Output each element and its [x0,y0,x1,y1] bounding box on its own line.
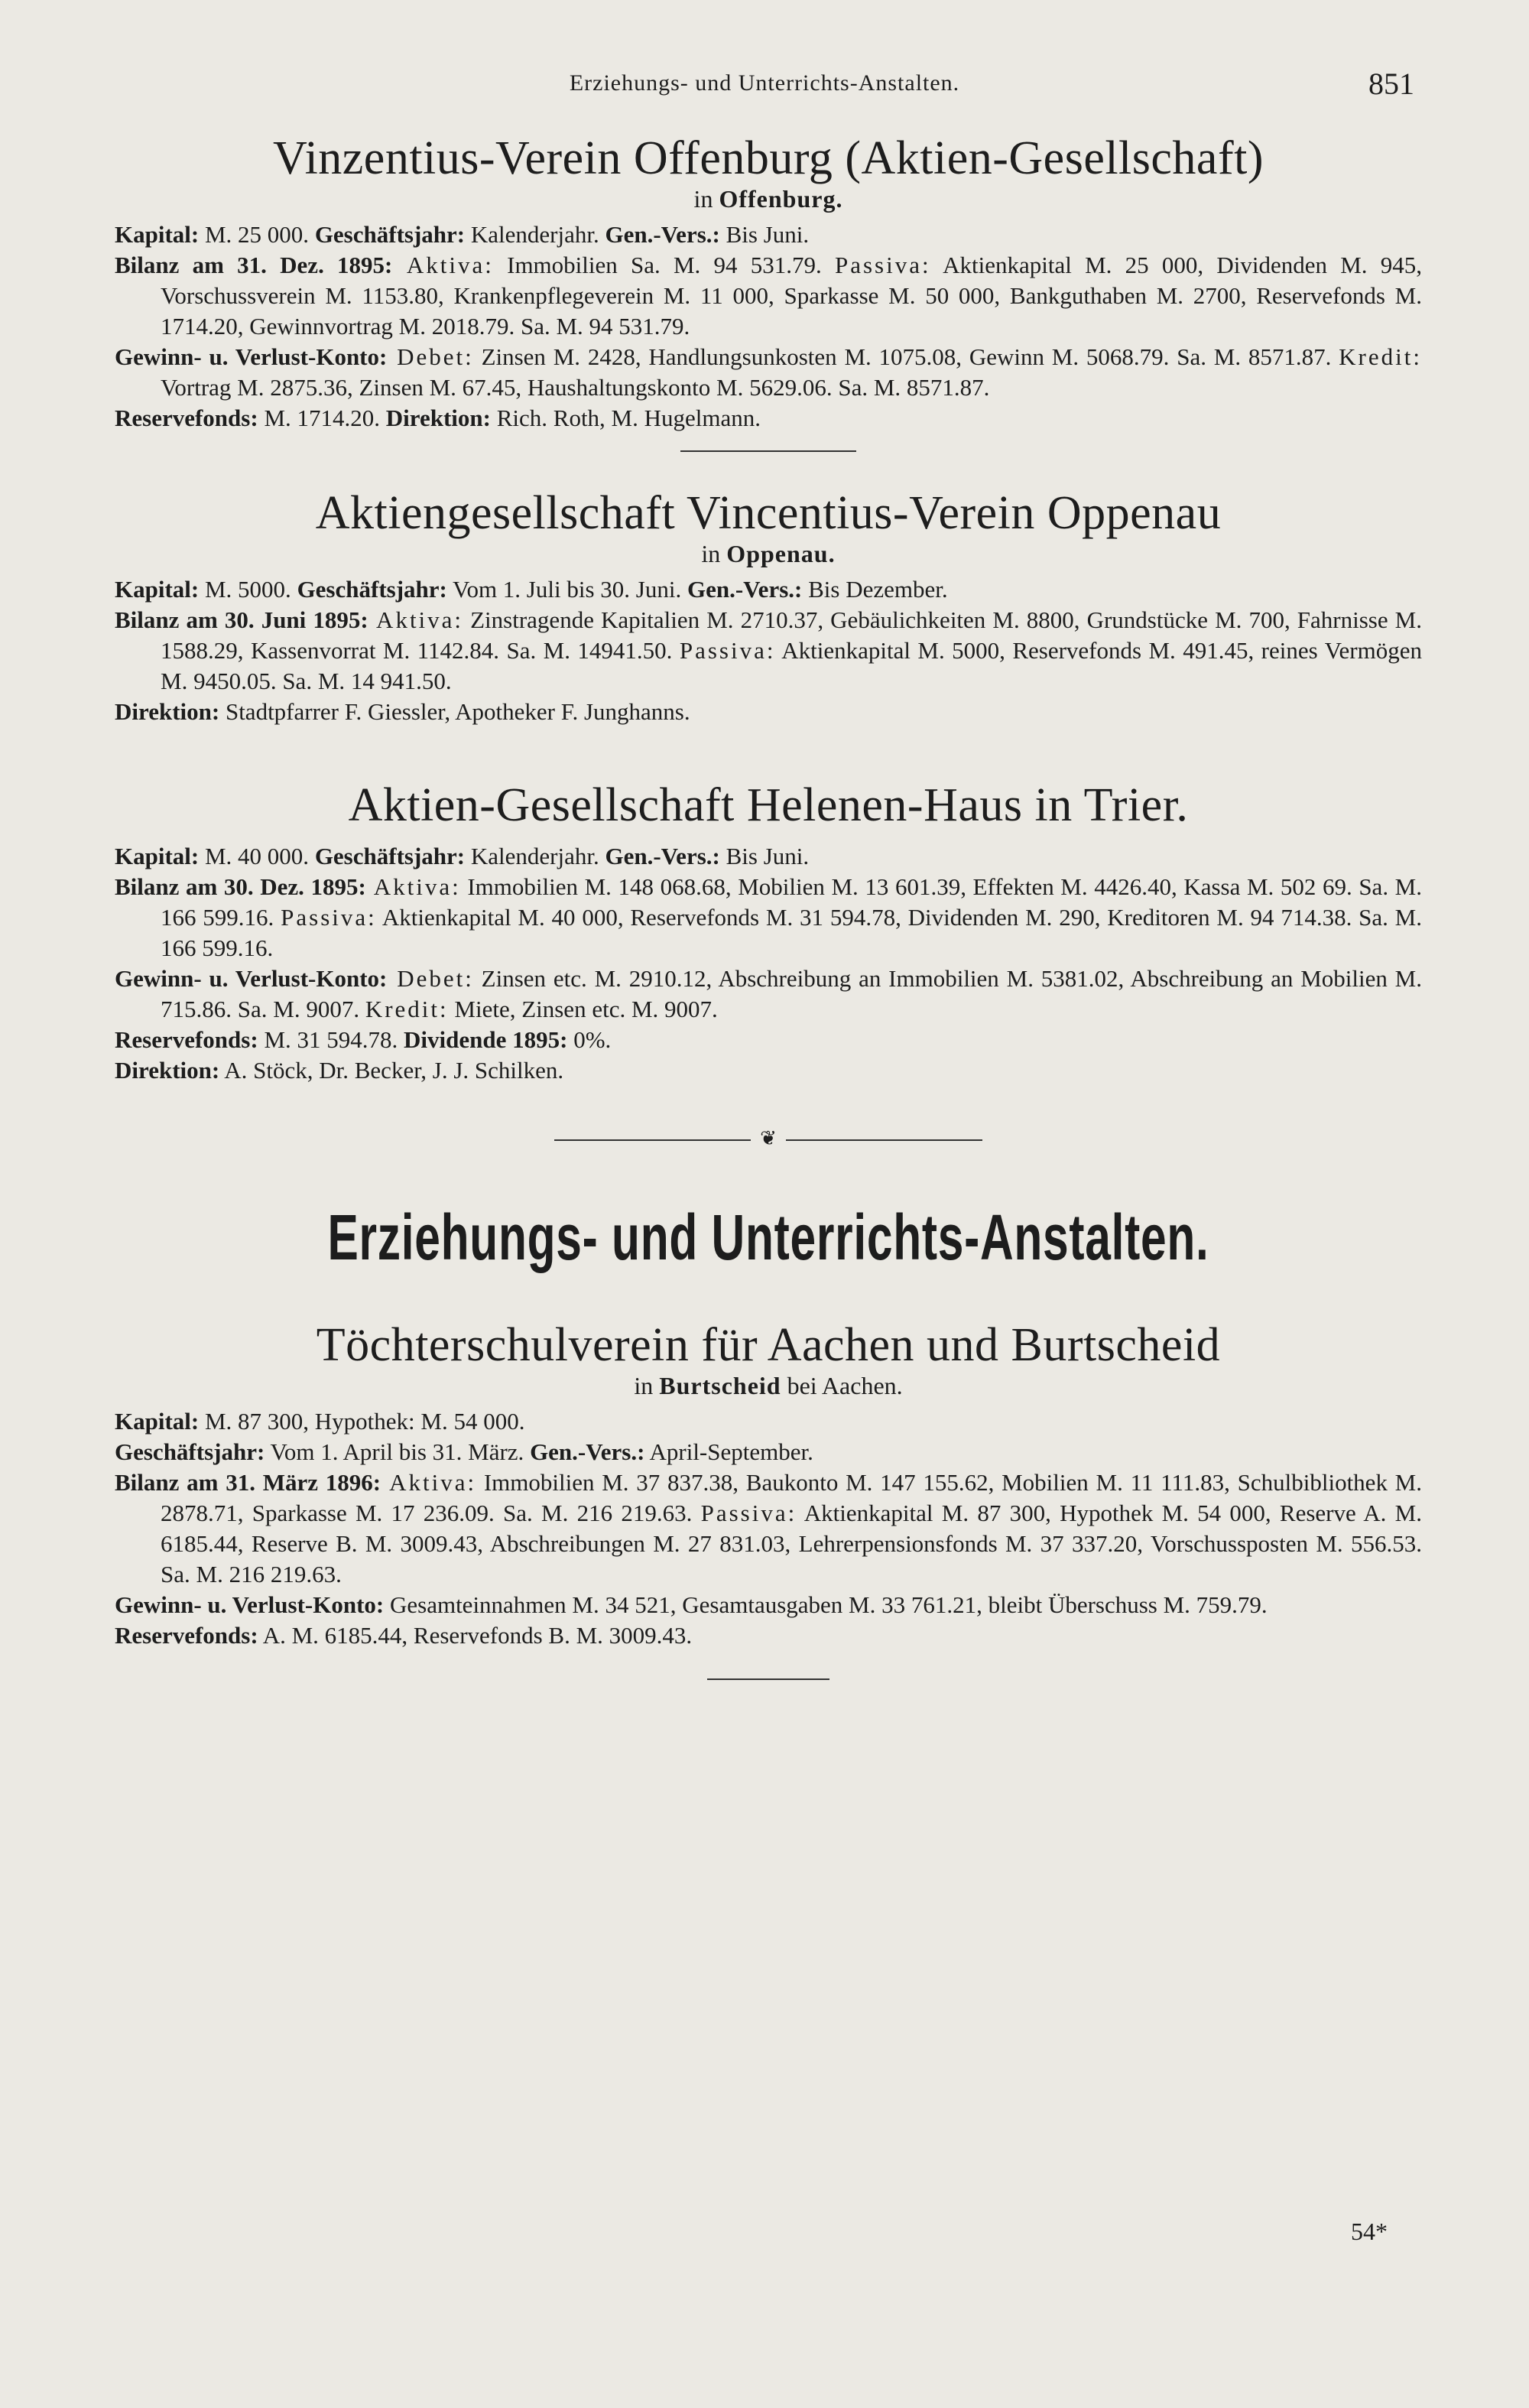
location-prefix: in [693,185,713,213]
value-geschaeftsjahr: Kalenderjahr. [465,843,605,870]
para-gewinn-verlust [115,342,1422,403]
value-aktiva: Immobilien Sa. M. 94 531.79. [493,252,835,279]
entry-toechterschulverein-aachen [115,1321,1422,1680]
para-gewinn-verlust [115,964,1422,1025]
para-reservefonds [115,403,1422,434]
label-gen-vers: Gen.-Vers.: [530,1438,645,1466]
section-heading: Erziehungs- und Unterrichts-Anstalten. [327,1201,1209,1274]
label-reservefonds: Reservefonds: [115,405,258,432]
label-debet: Debet: [387,343,474,371]
value-geschaeftsjahr: Kalenderjahr. [465,221,605,249]
value-kapital: M. 87 300, Hypothek: M. 54 000. [199,1408,525,1435]
para-kapital [115,841,1422,872]
divider-rule [680,450,856,452]
entry-location [115,1372,1422,1400]
para-direktion [115,697,1422,727]
value-kredit: Vortrag M. 2875.36, Zinsen M. 67.45, Haushaltungskonto M. 5629.06. Sa. M. 8571.87. [161,374,990,401]
label-geschaeftsjahr: Geschäftsjahr: [297,576,447,603]
page-number: 851 [1368,67,1414,101]
running-title: Erziehungs- und Unterrichts-Anstalten. [569,70,960,96]
location-suffix: bei Aachen. [787,1372,903,1400]
para-bilanz [115,872,1422,964]
value-kapital: M. 25 000. [199,221,315,249]
value-geschaeftsjahr: Vom 1. April bis 31. März. [265,1438,531,1466]
value-aktiva: Zinstragende Kapitalien M. 2710.37, Gebäulichkeiten M. 8800, Grundstücke M. 700, Fahrnisse M. 1588.29, Kassenvorrat M. 1142.84. Sa. M. 14941.50. [161,606,1422,665]
value-aktiva: Immobilien M. 37 837.38, Baukonto M. 147 155.62, Mobilien M. 11 111.83, Schulbibliothek M. 2878.71, Sparkasse M. 17 236.09. Sa. M. 216 219.63. [161,1469,1422,1527]
value-geschaeftsjahr: Vom 1. Juli bis 30. Juni. [446,576,687,603]
value-gen-vers: April-September. [644,1438,813,1466]
value-debet: Zinsen etc. M. 2910.12, Abschreibung an Immobilien M. 5381.02, Abschreibung an Mobilien M. 715.86. Sa. M. 9007. [161,965,1422,1023]
label-aktiva: Aktiva: [392,252,494,279]
location-prefix: in [634,1372,654,1400]
label-passiva: Passiva: [281,904,377,931]
divider-rule [707,1678,829,1680]
value-kapital: M. 5000. [199,576,297,603]
entry-title: Aktien-Gesellschaft Helenen-Haus in Trier. [348,779,1189,832]
label-passiva: Passiva: [834,252,931,279]
signature-mark: 54* [1351,2218,1388,2245]
entry-vinzentius-offenburg [115,134,1422,452]
label-direktion: Direktion: [115,1057,220,1084]
label-passiva: Passiva: [679,637,776,665]
label-kredit: Kredit: [1339,343,1422,371]
value-kapital: M. 40 000. [199,843,315,870]
ornament-divider [554,1127,982,1151]
location-place: Burtscheid [659,1372,781,1400]
value-gen-vers: Bis Dezember. [802,576,948,603]
spacer [115,727,1422,781]
value-direktion: Stadtpfarrer F. Giessler, Apotheker F. Junghanns. [219,698,690,726]
label-geschaeftsjahr: Geschäftsjahr: [314,221,466,249]
para-kapital [115,219,1422,250]
para-bilanz [115,250,1422,342]
label-bilanz: Bilanz am 30. Dez. 1895: [115,873,366,901]
label-gewinn-verlust: Gewinn- u. Verlust-Konto: [115,1591,385,1619]
para-bilanz [115,605,1422,697]
value-gewinn-verlust: Gesamteinnahmen M. 34 521, Gesamtausgaben M. 33 761.21, bleibt Überschuss M. 759.79. [384,1591,1268,1619]
label-dividende: Dividende 1895: [404,1026,568,1054]
value-reservefonds: M. 31 594.78. [258,1026,404,1054]
label-bilanz: Bilanz am 30. Juni 1895: [115,606,368,634]
label-kapital: Kapital: [115,576,200,603]
label-geschaeftsjahr: Geschäftsjahr: [115,1438,265,1466]
entry-title: Vinzentius-Verein Offenburg (Aktien-Gesellschaft) [273,132,1264,184]
label-aktiva: Aktiva: [368,606,464,634]
entry-title: Aktiengesellschaft Vincentius-Verein Oppenau [315,487,1222,540]
value-aktiva: Immobilien M. 148 068.68, Mobilien M. 13 601.39, Effekten M. 4426.40, Kassa M. 502 69. Sa. M. 166 599.16. [161,873,1422,931]
entry-location [115,540,1422,568]
value-direktion: A. Stöck, Dr. Becker, J. J. Schilken. [219,1057,564,1084]
para-reservefonds [115,1620,1422,1651]
label-kapital: Kapital: [115,221,200,249]
label-debet: Debet: [387,965,474,993]
value-passiva: Aktienkapital M. 25 000, Dividenden M. 945, Vorschussverein M. 1153.80, Krankenpflegeverein M. 11 000, Sparkasse M. 50 000, Bankguthaben M. 2700, Reservefonds M. 1714.20, Gewinnvortrag M. 2018.79. Sa. M. 94 531.79. [161,252,1422,340]
label-kredit: Kredit: [365,996,449,1023]
value-reservefonds: A. M. 6185.44, Reservefonds B. M. 3009.43. [258,1622,693,1649]
label-kapital: Kapital: [115,1408,200,1435]
value-passiva: Aktienkapital M. 5000, Reservefonds M. 491.45, reines Vermögen M. 9450.05. Sa. M. 14 941.50. [161,637,1422,695]
location-place: Oppenau. [726,540,836,568]
fleuron-icon: ❦ [751,1127,786,1150]
running-head [0,67,1529,109]
label-bilanz: Bilanz am 31. März 1896: [115,1469,381,1496]
value-gen-vers: Bis Juni. [719,843,810,870]
label-aktiva: Aktiva: [381,1469,477,1496]
value-kredit: Miete, Zinsen etc. M. 9007. [448,996,718,1023]
value-direktion: Rich. Roth, M. Hugelmann. [490,405,761,432]
label-reservefonds: Reservefonds: [115,1622,258,1649]
spacer [115,830,1422,841]
label-geschaeftsjahr: Geschäftsjahr: [314,843,466,870]
label-aktiva: Aktiva: [365,873,461,901]
label-passiva: Passiva: [700,1500,797,1527]
value-reservefonds: M. 1714.20. [258,405,386,432]
entry-vincentius-oppenau [115,489,1422,781]
value-gen-vers: Bis Juni. [719,221,810,249]
value-passiva: Aktienkapital M. 87 300, Hypothek M. 54 000, Reserve A. M. 6185.44, Reserve B. M. 3009.43, Abschreibungen M. 27 831.03, Lehrerpensionsfonds M. 37 337.20, Vorschussposten M. 556.53. Sa. M. 216 219.63. [161,1500,1422,1588]
label-gewinn-verlust: Gewinn- u. Verlust-Konto: [115,965,388,993]
para-direktion [115,1055,1422,1086]
label-gen-vers: Gen.-Vers.: [605,843,720,870]
entry-helenen-haus-trier [115,781,1422,1086]
value-passiva: Aktienkapital M. 40 000, Reservefonds M. 31 594.78, Dividenden M. 290, Kreditoren M. 94 714.38. Sa. M. 166 599.16. [161,904,1422,962]
entry-title: Töchterschulverein für Aachen und Burtscheid [316,1319,1221,1372]
label-kapital: Kapital: [115,843,200,870]
para-geschaeftsjahr [115,1437,1422,1467]
para-kapital [115,574,1422,605]
label-gewinn-verlust: Gewinn- u. Verlust-Konto: [115,343,388,371]
label-gen-vers: Gen.-Vers.: [605,221,720,249]
label-bilanz: Bilanz am 31. Dez. 1895: [115,252,393,279]
location-prefix: in [701,540,721,568]
para-kapital [115,1406,1422,1437]
label-gen-vers: Gen.-Vers.: [687,576,803,603]
para-gewinn-verlust [115,1590,1422,1620]
value-dividende: 0%. [567,1026,612,1054]
value-debet: Zinsen M. 2428, Handlungsunkosten M. 1075.08, Gewinn M. 5068.79. Sa. M. 8571.87. [473,343,1339,371]
entry-location [115,185,1422,213]
label-direktion: Direktion: [115,698,220,726]
para-bilanz [115,1467,1422,1590]
para-reservefonds [115,1025,1422,1055]
page-content [115,134,1422,1717]
location-place: Offenburg. [719,185,843,213]
label-direktion: Direktion: [385,405,491,432]
label-reservefonds: Reservefonds: [115,1026,258,1054]
